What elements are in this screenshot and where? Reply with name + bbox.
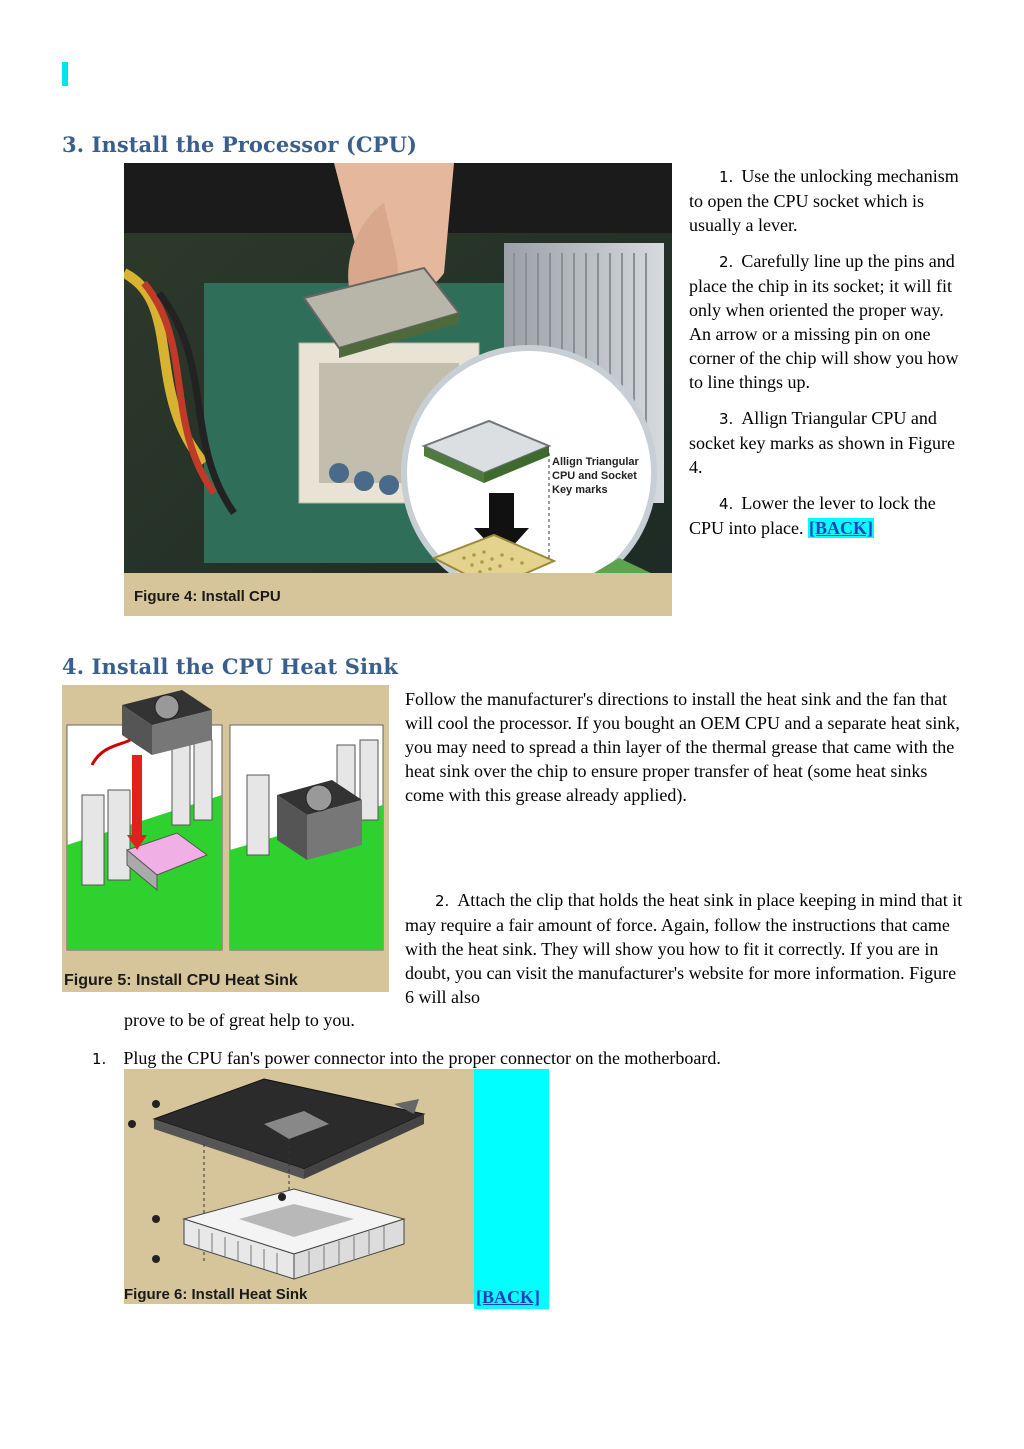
figure-install-cpu — [124, 163, 672, 616]
heatsink-step-2-tail: prove to be of great help to you. — [124, 1010, 355, 1030]
step-text: Plug the CPU fan's power connector into the proper connector on the motherboard. — [123, 1048, 721, 1068]
accent-bar — [62, 62, 68, 86]
step-number: 1. — [719, 168, 734, 186]
callout-line-1: Allign Triangular — [552, 456, 639, 468]
step-text: Attach the clip that holds the heat sink in place keeping in mind that it may require a fair amount of force. Again, follow the instructions that came with the heat sink. They will show you how to fit it correctly. If you are in doubt, you can visit the manufacturer's website for more information. Figure 6 will also — [405, 890, 963, 1007]
cpu-step-1 — [689, 164, 969, 237]
heatsink-diagram — [62, 685, 389, 992]
heatsink-step-1 — [92, 1046, 972, 1071]
callout-line-2: CPU and Socket — [552, 470, 637, 482]
step-number: 3. — [719, 410, 734, 428]
cpu-steps-list — [689, 164, 969, 552]
back-highlight-column — [474, 1069, 549, 1309]
step-number: 2. — [719, 253, 734, 271]
step-text: Carefully line up the pins and place the chip in its socket; it will fit only when oriented the proper way. An arrow or a missing pin on one corner of the chip will show you how to line things up. — [689, 251, 959, 392]
figure-install-heatsink — [62, 685, 389, 992]
cpu-step-2 — [689, 249, 969, 394]
cpu-step-4 — [689, 491, 969, 540]
step-text: Allign Triangular CPU and socket key marks as shown in Figure 4. — [689, 408, 955, 477]
heatsink-step-2 — [405, 888, 965, 1009]
step-number: 1. — [92, 1050, 107, 1068]
figure-5-caption: Figure 5: Install CPU Heat Sink — [64, 972, 298, 989]
step-text: Use the unlocking mechanism to open the CPU socket which is usually a lever. — [689, 166, 959, 235]
cpu-install-photo — [124, 163, 672, 616]
heat-sink-exploded-diagram — [124, 1069, 474, 1304]
figure-4-caption: Figure 4: Install CPU — [134, 588, 281, 605]
step-text: Lower the lever to lock the CPU into place. — [689, 493, 936, 538]
figure-install-heat-sink — [124, 1069, 474, 1304]
back-link-bottom[interactable]: [BACK] — [476, 1287, 540, 1307]
section-heading-install-cpu: 3. Install the Processor (CPU) — [62, 132, 418, 157]
cpu-step-3 — [689, 406, 969, 479]
callout-line-3: Key marks — [552, 484, 608, 496]
figure-6-caption: Figure 6: Install Heat Sink — [124, 1286, 308, 1303]
step-number: 2. — [435, 892, 450, 910]
heatsink-paragraph: Follow the manufacturer's directions to install the heat sink and the fan that will cool the processor. If you bought an OEM CPU and a separate heat sink, you may need to spread a thin layer of the thermal grease that came with the heat sink over the chip to ensure proper transfer of heat (some heat sinks come with this grease already applied). — [405, 689, 960, 805]
back-link[interactable]: [BACK] — [809, 518, 873, 538]
section-heading-install-heatsink: 4. Install the CPU Heat Sink — [62, 654, 399, 679]
step-number: 4. — [719, 495, 734, 513]
